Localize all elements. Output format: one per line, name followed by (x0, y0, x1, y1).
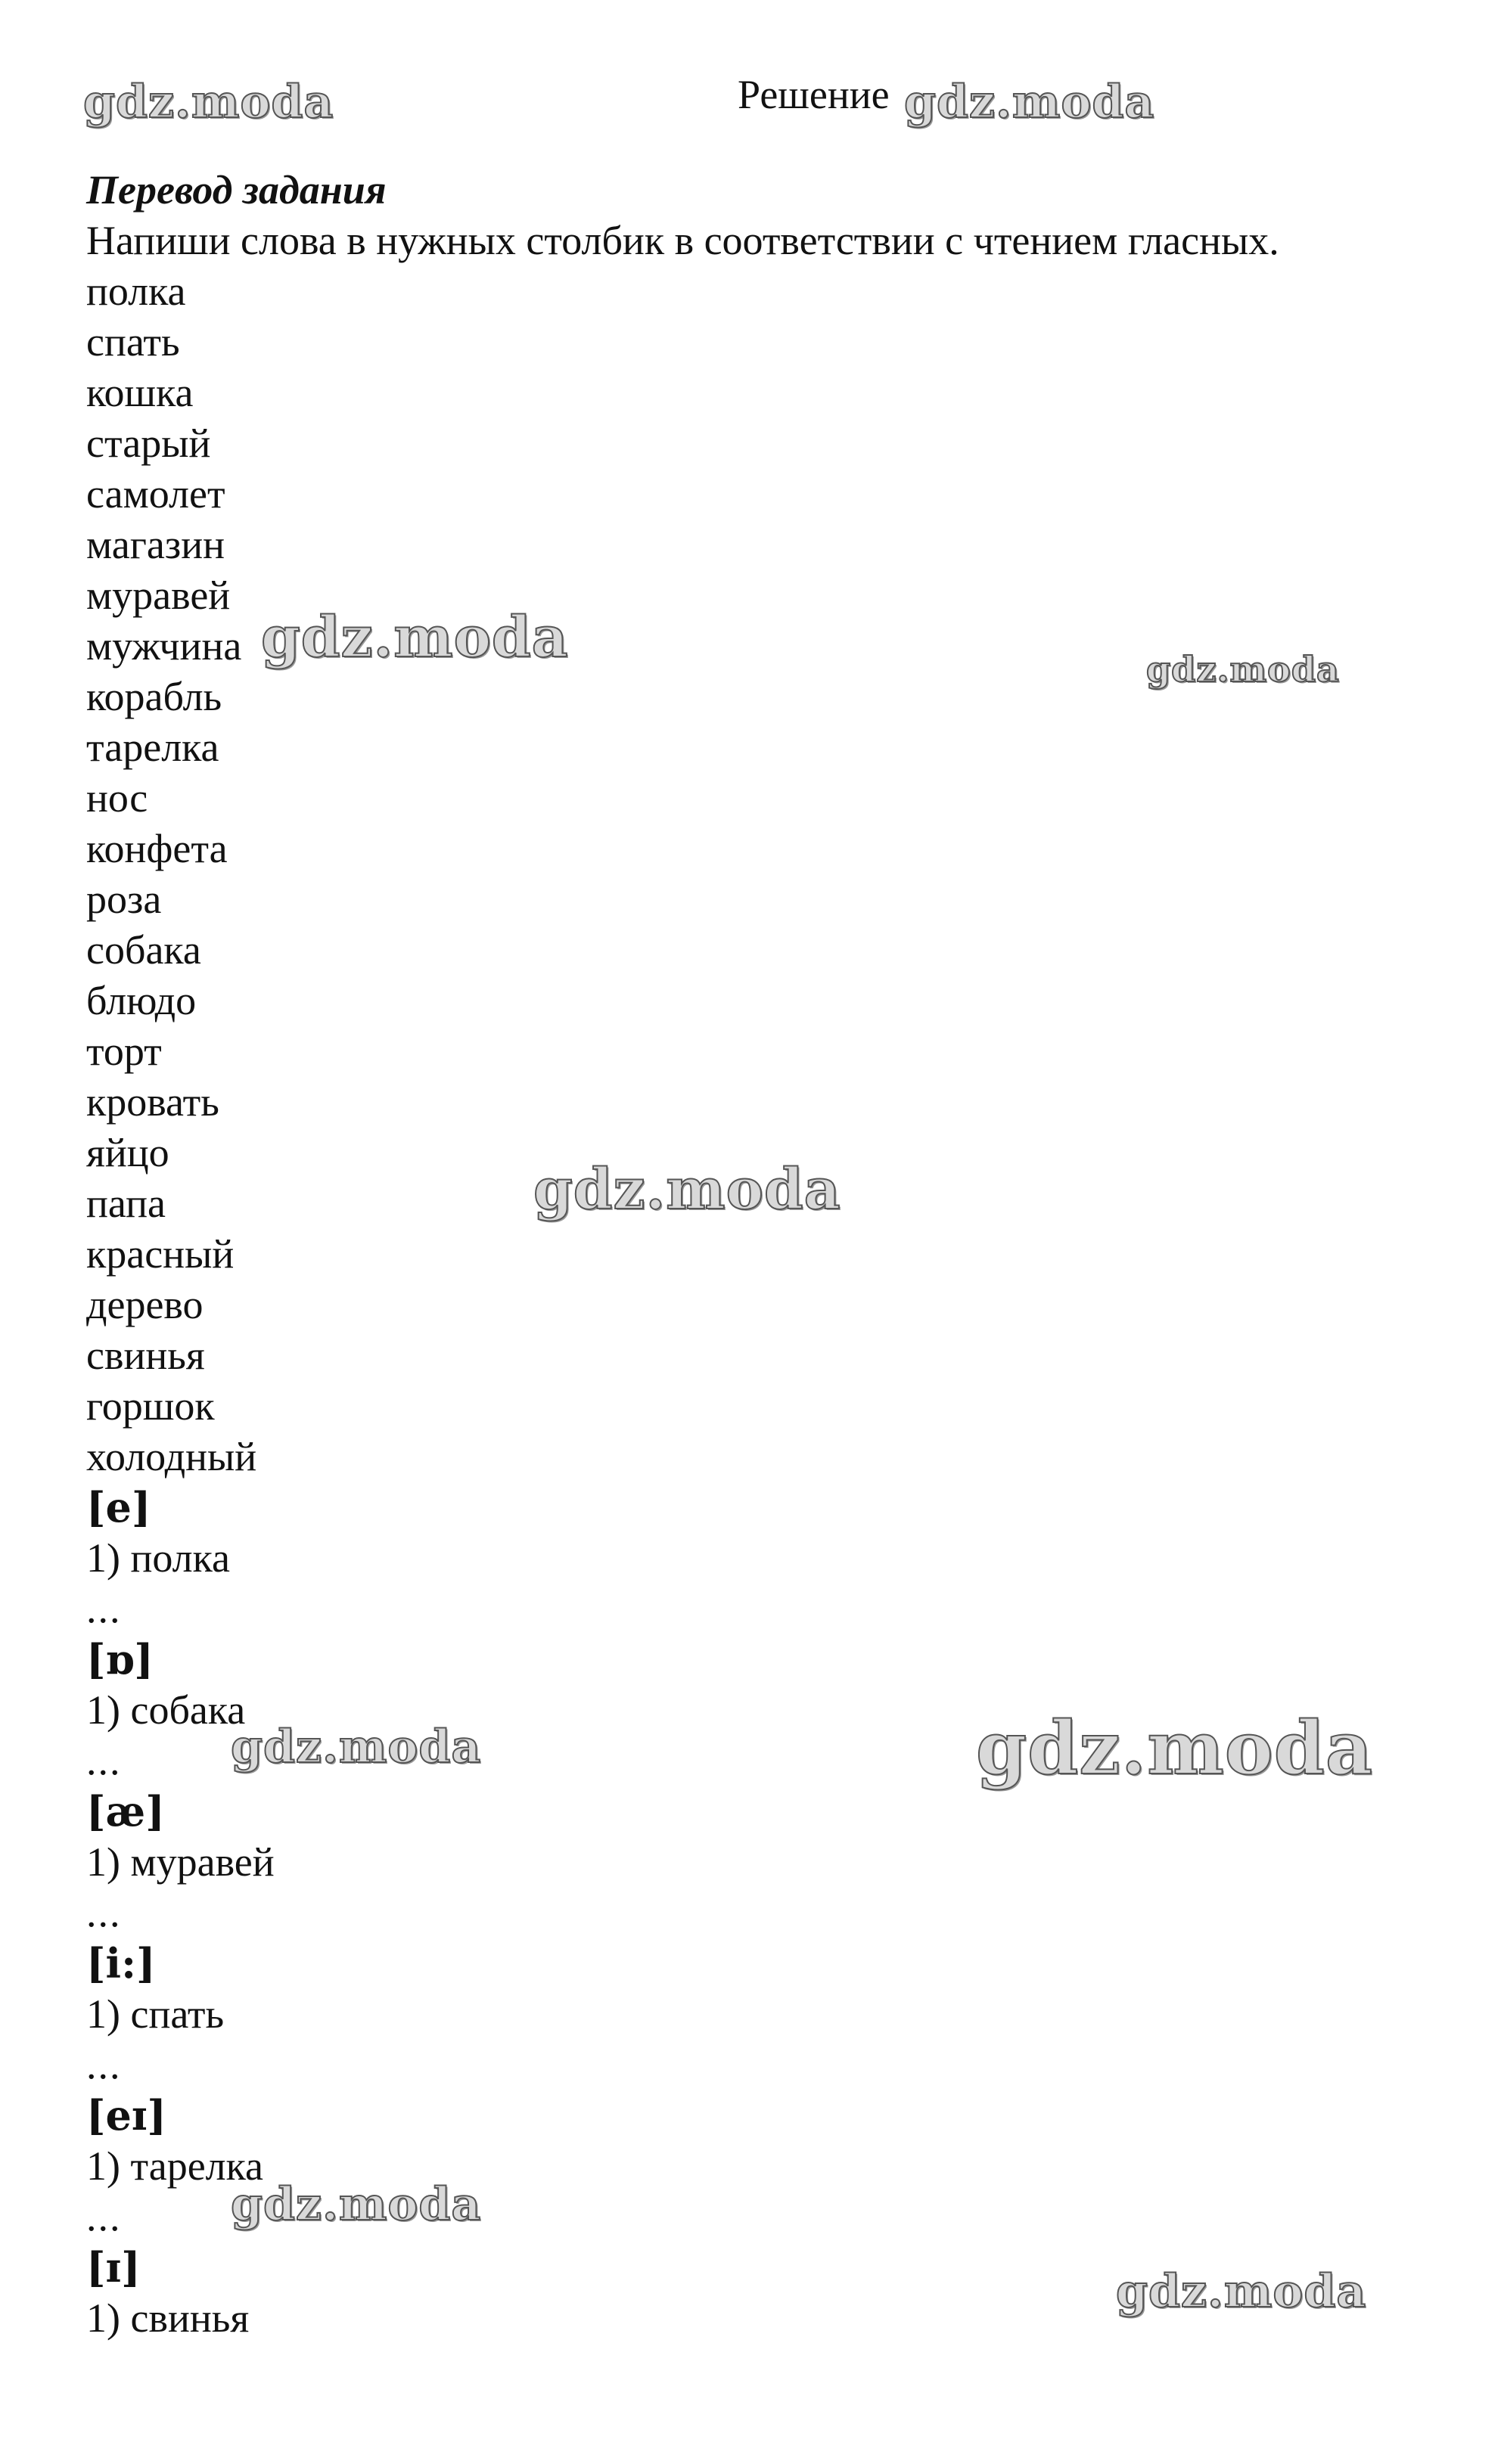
task-heading: Перевод задания (86, 167, 387, 213)
word-item: тарелка (86, 725, 219, 770)
word-item: кровать (86, 1079, 219, 1125)
group-continuation: ... (86, 1890, 122, 1935)
watermark: gdz.moda (261, 605, 569, 670)
watermark: gdz.moda (533, 1157, 841, 1222)
word-item: красный (86, 1231, 235, 1277)
page-title: Решение (738, 72, 890, 117)
watermark: gdz.moda (231, 2178, 482, 2231)
word-item: магазин (86, 522, 225, 567)
watermark: gdz.moda (976, 1705, 1374, 1791)
word-item: свинья (86, 1333, 205, 1378)
word-item: нос (86, 775, 148, 821)
group-item: 1) собака (86, 1687, 246, 1733)
sound-label: [eɪ] (86, 2091, 166, 2140)
group-continuation: ... (86, 2194, 122, 2239)
word-item: роза (86, 877, 162, 922)
word-item: дерево (86, 1282, 204, 1327)
word-item: яйцо (86, 1130, 169, 1175)
word-item: собака (86, 927, 201, 973)
watermark: gdz.moda (904, 76, 1155, 129)
watermark: gdz.moda (83, 76, 334, 129)
group-item: 1) тарелка (86, 2143, 264, 2189)
word-list (86, 266, 1448, 1482)
sound-label: [i:] (86, 1939, 156, 1988)
word-item: горшок (86, 1383, 215, 1429)
sound-label: [ɪ] (86, 2243, 141, 2292)
word-item: полка (86, 268, 186, 314)
group-item: 1) муравей (86, 1839, 275, 1885)
group-continuation: ... (86, 1586, 122, 1631)
sound-group (86, 1482, 1448, 1634)
watermark: gdz.moda (1116, 2265, 1367, 2318)
main-content (86, 165, 1448, 2344)
word-item: блюдо (86, 978, 197, 1023)
group-continuation: ... (86, 2042, 122, 2087)
sound-group (86, 2090, 1448, 2242)
word-item: холодный (86, 1434, 257, 1479)
word-item: мужчина (86, 623, 242, 669)
sound-group (86, 1786, 1448, 1938)
sound-group (86, 1938, 1448, 2090)
sound-label: [e] (86, 1483, 151, 1531)
group-item: 1) полка (86, 1535, 231, 1581)
word-item: старый (86, 420, 211, 466)
word-item: спать (86, 319, 180, 365)
word-item: торт (86, 1029, 162, 1074)
sound-label: [æ] (86, 1787, 165, 1836)
word-item: корабль (86, 674, 222, 719)
group-item: 1) спать (86, 1991, 225, 2037)
task-instruction: Напиши слова в нужных столбик в соответствии с чтением гласных. (86, 218, 1279, 263)
word-item: конфета (86, 826, 228, 871)
word-item: папа (86, 1181, 166, 1226)
word-item: кошка (86, 370, 194, 415)
group-continuation: ... (86, 1738, 122, 1783)
word-item: самолет (86, 471, 225, 517)
word-item: муравей (86, 573, 231, 618)
sound-groups (86, 1482, 1448, 2344)
sound-group (86, 2242, 1448, 2344)
group-item: 1) свинья (86, 2295, 250, 2341)
sound-group (86, 1634, 1448, 1786)
watermark: gdz.moda (1146, 649, 1340, 690)
watermark: gdz.moda (231, 1721, 482, 1774)
sound-label: [ɒ] (86, 1635, 154, 1684)
